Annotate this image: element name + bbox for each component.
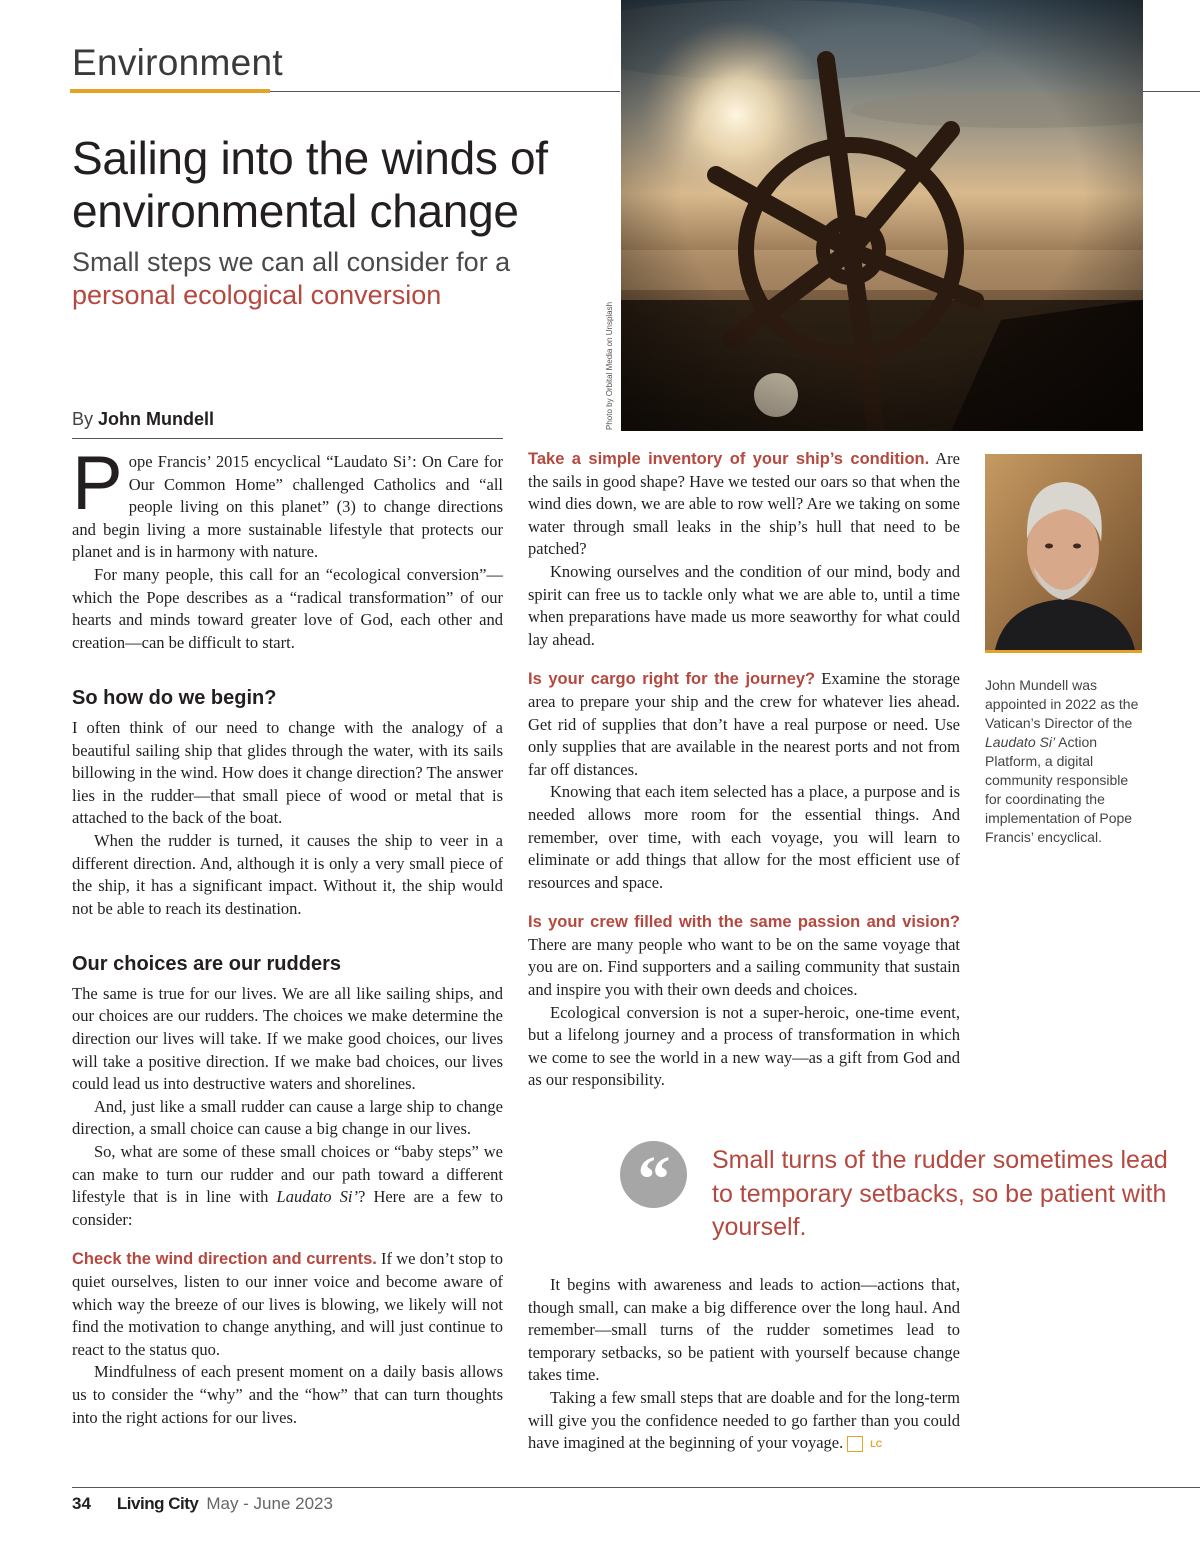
byline-prefix: By [72,409,99,429]
paragraph: The same is true for our lives. We are all like sailing ships, and our choices are our rudders. The choices we make determine the direction our lives will take. If we make good choices, our lives will take a positive direction. If we make bad choices, our lives could lead us into destructive waters and shorelines. [72,983,503,1094]
paragraph: Ecological conversion is not a super-heroic, one-time event, but a lifelong journey and a process of transformation in which we come to see the world in a new way—as a gift from God and as our responsibility. [528,1002,960,1090]
quote-icon [620,1141,687,1208]
paragraph [528,668,960,781]
subheading-choices: Our choices are our rudders [72,953,341,976]
article-column-3 [528,1274,960,1455]
byline [72,409,214,430]
paragraph: I often think of our need to change with the analogy of a beautiful sailing ship that glides through the water, with its sails billowing in the wind. How does it change direction? The answer lies in the rudder—that small piece of wood or metal that is attached to the back of the boat. [72,717,503,828]
paragraph: When the rudder is turned, it causes the ship to veer in a different direction. And, although it is only a very small piece of the ship, it has a significant impact. Without it, the ship would not be able to reach its destination. [72,830,503,918]
lead-in-crew: Is your crew filled with the same passion and vision? [528,913,960,932]
paragraph [528,911,960,1001]
paragraph: For many people, this call for an “ecological conversion”—which the Pope describes as a “radical transformation” of our hearts and minds toward greater love of God, each other and creation—can be difficult to start. [72,564,503,652]
paragraph-text: Examine the storage area to prepare your ship and the crew for whatever lies ahead. Get rid of supplies that don’t have a real purpose or need. Use only supplies that are available in the nearest ports and not from far off distances. [528,669,960,779]
author-bio [985,676,1145,847]
paragraph-text: If we don’t stop to quiet ourselves, listen to our inner voice and become aware of which way the breeze of our lives is blowing, we likely will not find the motivation to change anything, and will just continue to react to the status quo. [72,1249,503,1359]
photo-credit: Photo by Orbital Media on Unsplash [605,301,614,430]
subhead-text: Small steps we can all consider for a [72,247,511,277]
bio-text: Action Platform, a digital community responsible for coordinating the implementation of Pope Francis’ encyclical. [985,734,1133,845]
end-mark-icon: LC [847,1436,863,1452]
subhead-highlight: personal ecological conversion [72,280,442,310]
magazine-name: Living City [116,1494,199,1513]
paragraph-text: Taking a few small steps that are doable and for the long-term will give you the confidence needed to go farther than you could have imagined at the beginning of your voyage. [528,1387,960,1453]
bio-text: John Mundell was appointed in 2022 as the Vatican’s Director of the [985,677,1139,731]
paragraph [72,441,503,564]
paragraph: It begins with awareness and leads to action—actions that, though small, can make a big difference over the long haul. And remember—small turns of the rudder sometimes lead to temporary setbacks, so be patient with yourself because change takes time. [528,1275,960,1385]
issue-date: May - June 2023 [206,1494,333,1513]
pull-quote: Small turns of the rudder sometimes lead to temporary setbacks, so be patient with yourself. [712,1146,1168,1241]
page-footer [72,1494,333,1514]
author-photo-underline [985,650,1142,653]
paragraph-text: ope Francis’ 2015 encyclical “Laudato Si’: On Care for Our Common Home” challenged Catholics and “all people living on this planet” (3) to change directions and begin living a more sustainable lifestyle that protects our planet and is in harmony with nature. [72,452,503,562]
paragraph [528,448,960,561]
paragraph [528,1387,960,1455]
lead-in-wind: Check the wind direction and currents. [72,1250,377,1269]
paragraph [72,1248,503,1361]
paragraph: And, just like a small rudder can cause a large ship to change direction, a small choice can cause a big change in our lives. [72,1096,503,1139]
section-label: Environment [72,42,284,83]
lead-in-cargo: Is your cargo right for the journey? [528,670,816,689]
section-rule [270,91,620,92]
drop-cap: P [72,441,123,526]
section-rule-right [1143,91,1200,92]
ship-wheel-photo [621,0,1143,431]
bio-italic: Laudato Si’ [985,734,1056,750]
article-column-1 [72,441,504,1429]
paragraph: Knowing ourselves and the condition of our mind, body and spirit can free us to tackle only what we are able to, until a time when preparations have made us more seaworthy for what could lay ahead. [528,561,960,649]
article-subhead [72,246,592,312]
author-photo [985,454,1142,650]
article-column-2 [528,448,960,1092]
paragraph-text: There are many people who want to be on the same voyage that you are on. Find supporters and a sailing community that sustain and inspire you with their own deeds and choices. [528,934,960,1000]
lead-in-inventory: Take a simple inventory of your ship’s condition. [528,450,930,468]
footer-rule [72,1487,1200,1488]
page-number: 34 [72,1494,91,1513]
svg-text:“: “ [637,1143,671,1208]
italic-title: Laudato Si’ [276,1187,358,1207]
section-underline [70,89,270,93]
byline-rule [72,438,503,439]
article-headline: Sailing into the winds of environmental change [72,132,548,237]
paragraph: Mindfulness of each present moment on a daily basis allows us to consider the “why” and the “how” that can turn thoughts into the right actions for our lives. [72,1362,503,1427]
subheading-begin: So how do we begin? [72,687,277,710]
paragraph-text: So, what are some of these small choices or “baby steps” we can make to turn our rudder and our path toward a different lifestyle that is in line with [72,1142,503,1207]
paragraph [72,1141,503,1231]
paragraph: Knowing that each item selected has a place, a purpose and is needed allows more room for the essential things. And remember, over time, with each voyage, you will learn to eliminate or add things that allow for the most efficient use of resources and space. [528,782,960,892]
paragraph-text: Are the sails in good shape? Have we tested our oars so that when the wind dies down, we are able to row well? Are we taking on some water through small leaks in the ship’s hull that need to be patched? [528,449,960,559]
author-name: John Mundell [98,409,215,429]
paragraph-text: ? Here are a few to consider: [72,1187,504,1229]
